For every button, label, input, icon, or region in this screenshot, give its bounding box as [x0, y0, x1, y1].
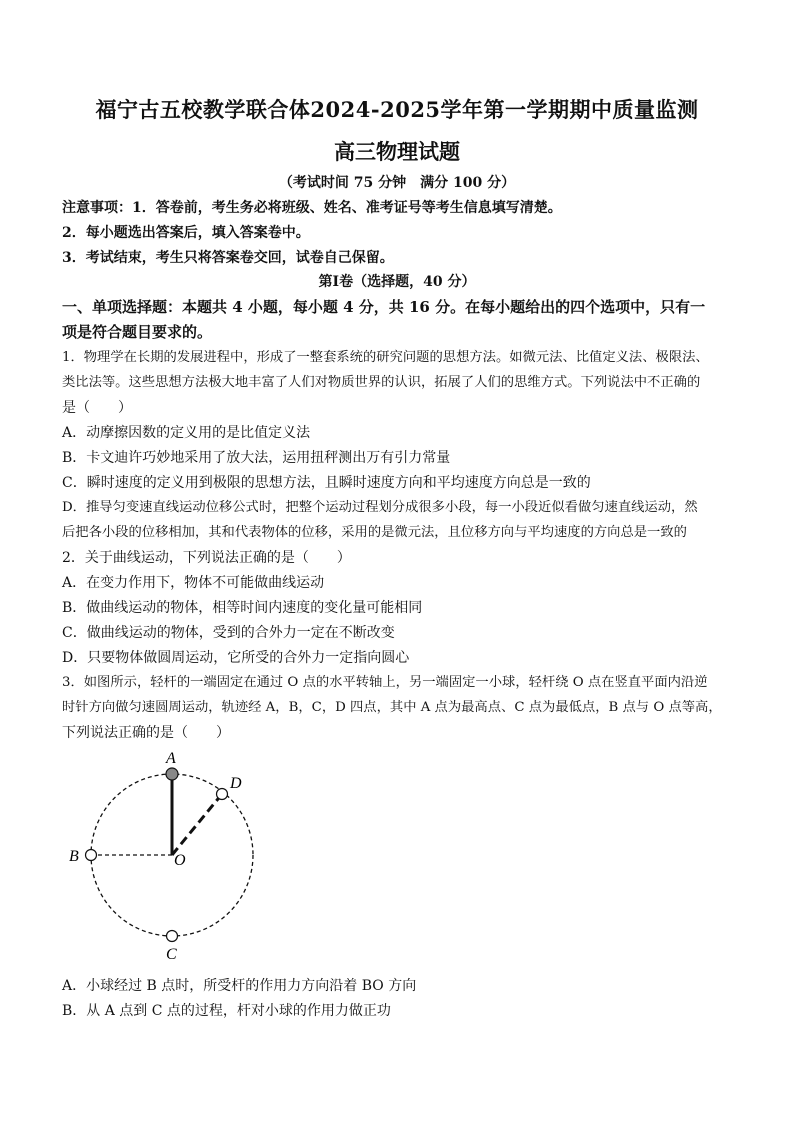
point-b-marker	[86, 850, 97, 861]
q1-stem-line-2: 类比法等。这些思想方法极大地丰富了人们对物质世界的认识，拓展了人们的思维方式。下列说法中不正确的	[62, 375, 701, 390]
q2-option-a: A．在变力作用下，物体不可能做曲线运动	[62, 575, 325, 591]
label-b: B	[69, 848, 79, 865]
q1-stem-line-3: 是（ ）	[62, 400, 132, 416]
section-instruction-line-2: 项是符合题目要求的。	[62, 323, 213, 341]
q3-stem-line-1: 3．如图所示，轻杆的一端固定在通过 O 点的水平转轴上，另一端固定一小球，轻杆绕 O 点在竖直平面内沿逆	[62, 675, 708, 690]
exam-subtitle: 高三物理试题	[334, 139, 460, 164]
ball-at-a	[166, 768, 178, 780]
q1-option-a: A．动摩擦因数的定义用的是比值定义法	[62, 425, 311, 441]
q2-option-c: C．做曲线运动的物体，受到的合外力一定在不断改变	[62, 625, 395, 641]
volume-title: 第Ⅰ卷（选择题，40 分）	[318, 274, 476, 290]
q1-option-d-line-2: 后把各小段的位移相加，其和代表物体的位移，采用的是微元法，且位移方向与平均速度的方向总是一致的	[62, 525, 687, 540]
exam-title: 福宁古五校教学联合体2024-2025学年第一学期期中质量监测	[95, 97, 699, 122]
q2-stem: 2．关于曲线运动，下列说法正确的是（ ）	[62, 550, 351, 566]
point-c-marker	[167, 931, 178, 942]
q1-option-d-line-1: D．推导匀变速直线运动位移公式时，把整个运动过程划分成很多小段，每一小段近似看做匀速直线运动，然	[62, 500, 698, 515]
circular-motion-figure	[62, 745, 272, 975]
label-d: D	[230, 775, 242, 792]
q3-option-b: B．从 A 点到 C 点的过程，杆对小球的作用力做正功	[62, 1003, 391, 1019]
q2-option-d: D．只要物体做圆周运动，它所受的合外力一定指向圆心	[62, 650, 410, 666]
q1-option-c: C．瞬时速度的定义用到极限的思想方法，且瞬时速度方向和平均速度方向总是一致的	[62, 475, 591, 491]
q2-option-b: B．做曲线运动的物体，相等时间内速度的变化量可能相同	[62, 600, 423, 616]
note-line-3: 3．考试结束，考生只将答案卷交回，试卷自己保留。	[62, 250, 394, 266]
q3-option-a: A．小球经过 B 点时，所受杆的作用力方向沿着 BO 方向	[62, 978, 417, 994]
q3-stem-line-2: 时针方向做匀速圆周运动，轨迹经 A，B，C，D 四点，其中 A 点为最高点、C 点为最低点，B 点与 O 点等高，	[62, 700, 722, 715]
label-o: O	[174, 852, 186, 869]
exam-info: （考试时间 75 分钟 满分 100 分）	[278, 175, 516, 191]
section-instruction-line-1: 一、单项选择题：本题共 4 小题，每小题 4 分，共 16 分。在每小题给出的四个选项中，只有一	[62, 298, 706, 316]
note-line-1: 注意事项：1．答卷前，考生务必将班级、姓名、准考证号等考生信息填写清楚。	[62, 200, 562, 216]
q3-stem-line-3: 下列说法正确的是（ ）	[62, 725, 230, 741]
label-c: C	[166, 946, 177, 963]
rod-to-d	[172, 794, 222, 855]
q1-stem-line-1: 1．物理学在长期的发展进程中，形成了一整套系统的研究问题的思想方法。如微元法、比值定义法、极限法、	[62, 350, 709, 365]
note-line-2: 2．每小题选出答案后，填入答案卷中。	[62, 225, 310, 241]
label-a: A	[166, 750, 176, 767]
point-d-marker	[217, 789, 228, 800]
q1-option-b: B．卡文迪许巧妙地采用了放大法，运用扭秤测出万有引力常量	[62, 450, 451, 466]
